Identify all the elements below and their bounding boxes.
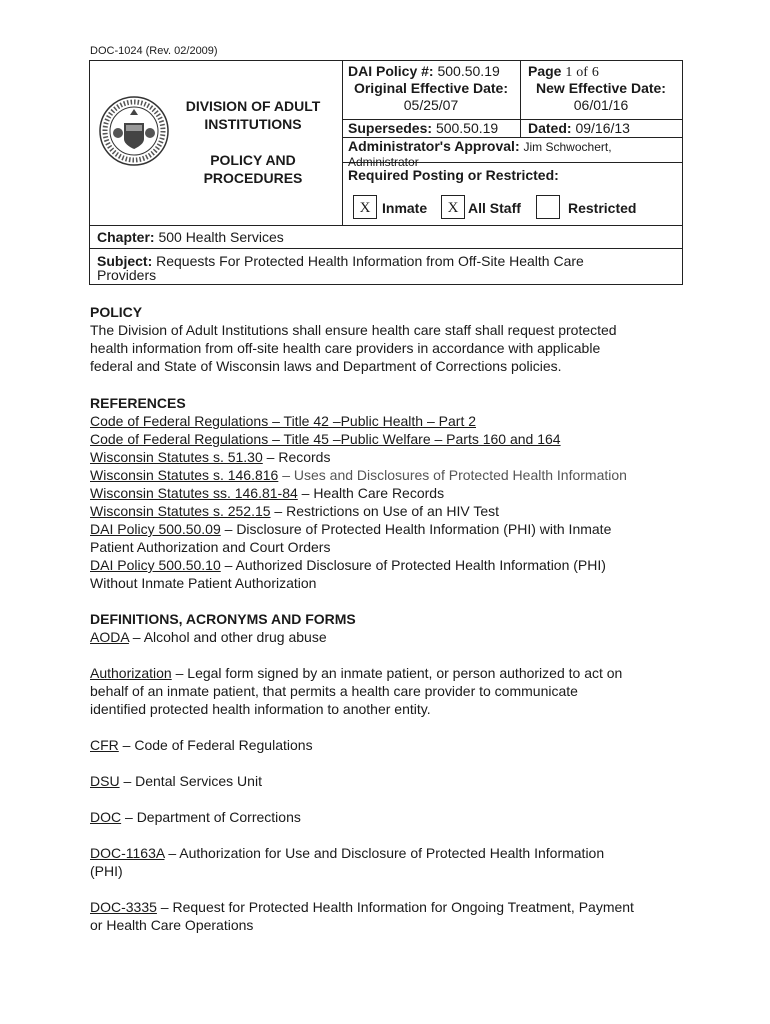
document-type: POLICY AND PROCEDURES: [203, 152, 303, 186]
restricted-checkbox[interactable]: [536, 195, 560, 219]
definition-text: – Department of Corrections: [121, 809, 301, 825]
header-left-panel: [90, 61, 343, 225]
definition-text: – Alcohol and other drug abuse: [128, 629, 327, 645]
page-label: Page: [528, 63, 562, 79]
dated-value: 09/16/13: [575, 120, 630, 136]
definition-authorization: [90, 664, 690, 682]
document-body: [90, 303, 690, 934]
new-effective-date: 06/01/16: [573, 97, 629, 113]
definitions-heading: DEFINITIONS, ACRONYMS AND FORMS: [90, 611, 356, 627]
supersedes-value: 500.50.19: [435, 120, 499, 136]
definition-dsu: [90, 772, 690, 790]
definition-text: – Request for Protected Health Information for Ongoing Treatment, Payment: [156, 899, 634, 915]
policy-text-line: health information from off-site health care providers in accordance with applicable: [90, 340, 601, 356]
reference-link[interactable]: Wisconsin Statutes ss. 146.81-84: [90, 485, 298, 501]
definition-doc1163a: [90, 844, 690, 862]
page-current: 1: [565, 65, 573, 80]
definition-text: identified protected health information to another entity.: [90, 701, 431, 717]
approval-title: Administrator: [348, 155, 419, 169]
definition-text: behalf of an inmate patient, that permits a health care provider to communicate: [90, 683, 578, 699]
reference-text: – Uses and Disclosures of Protected Health Information: [278, 467, 627, 483]
all-staff-checkbox[interactable]: X: [441, 195, 465, 219]
definition-text: – Authorization for Use and Disclosure of Protected Health Information: [164, 845, 605, 861]
reference-text: Patient Authorization and Court Orders: [90, 539, 331, 555]
reference-text: – Records: [262, 449, 331, 465]
definition-term: CFR: [90, 737, 119, 753]
policy-number-label: DAI Policy #:: [348, 63, 434, 79]
definition-term: AODA: [90, 629, 129, 645]
reference-text: Without Inmate Patient Authorization: [90, 575, 317, 591]
reference-text: – Health Care Records: [297, 485, 445, 501]
inmate-option-label: Inmate: [382, 200, 428, 216]
definition-term: Authorization: [90, 665, 172, 681]
reference-link[interactable]: Wisconsin Statutes s. 252.15: [90, 503, 271, 519]
subject-row: [89, 249, 683, 285]
new-effective-label: New Effective Date:: [536, 80, 666, 96]
restricted-option-label: Restricted: [568, 200, 637, 216]
dated-cell: [528, 120, 678, 137]
approval-label: Administrator's Approval:: [348, 138, 520, 154]
chapter-label: Chapter:: [97, 229, 155, 245]
wisconsin-state-seal-icon: [98, 95, 170, 167]
definition-text: or Health Care Operations: [90, 917, 254, 933]
definition-doc3335: [90, 898, 690, 916]
reference-text: – Restrictions on Use of an HIV Test: [270, 503, 500, 519]
policy-number-cell: [348, 63, 518, 80]
approval-cell: [348, 138, 680, 168]
page-total: 6: [591, 65, 599, 80]
policy-heading: POLICY: [90, 304, 143, 320]
original-effective-label: Original Effective Date:: [353, 80, 509, 96]
chapter-row: [89, 224, 683, 249]
subject-label: Subject:: [97, 253, 153, 269]
reference-link[interactable]: DAI Policy 500.50.09: [90, 521, 221, 537]
original-effective-date: 05/25/07: [403, 97, 459, 113]
new-effective-cell: [520, 80, 682, 114]
policy-text-line: federal and State of Wisconsin laws and Department of Corrections policies.: [90, 358, 562, 374]
definition-doc: [90, 808, 690, 826]
definition-text: – Legal form signed by an inmate patient, or person authorized to act on: [171, 665, 623, 681]
supersedes-cell: [348, 120, 518, 137]
reference-text: – Authorized Disclosure of Protected Health Information (PHI): [220, 557, 606, 573]
policy-header-table: [89, 60, 683, 226]
definition-term: DSU: [90, 773, 120, 789]
all-staff-option-label: All Staff: [468, 200, 521, 216]
reference-link[interactable]: Wisconsin Statutes s. 146.816: [90, 467, 279, 483]
definition-text: – Dental Services Unit: [119, 773, 262, 789]
page-count-cell: [528, 63, 678, 81]
division-title: DIVISION OF ADULT INSTITUTIONS: [185, 98, 321, 132]
definition-text: – Code of Federal Regulations: [118, 737, 313, 753]
form-number: DOC-1024 (Rev. 02/2009): [90, 45, 218, 57]
definition-term: DOC-1163A: [90, 845, 165, 861]
definition-term: DOC-3335: [90, 899, 157, 915]
definition-aoda: [90, 628, 690, 646]
original-effective-cell: [342, 80, 520, 114]
subject-value-line2: Providers: [97, 267, 157, 283]
approval-name: Jim Schwochert,: [523, 140, 612, 154]
policy-text-line: The Division of Adult Institutions shall ensure health care staff shall request protected: [90, 322, 617, 338]
reference-link[interactable]: DAI Policy 500.50.10: [90, 557, 221, 573]
policy-number-value: 500.50.19: [437, 63, 500, 79]
subject-value-line1: Requests For Protected Health Information from Off-Site Health Care: [156, 253, 584, 269]
reference-text: – Disclosure of Protected Health Information (PHI) with Inmate: [220, 521, 612, 537]
posting-label: Required Posting or Restricted:: [348, 167, 559, 183]
inmate-checkbox[interactable]: X: [353, 195, 377, 219]
page-of: of: [576, 65, 588, 80]
chapter-value: 500 Health Services: [158, 229, 284, 245]
reference-link[interactable]: Code of Federal Regulations – Title 42 –Public Health – Part 2: [90, 413, 477, 429]
reference-link[interactable]: Code of Federal Regulations – Title 45 –Public Welfare – Parts 160 and 164: [90, 431, 561, 447]
definition-term: DOC: [90, 809, 122, 825]
supersedes-label: Supersedes:: [348, 120, 433, 136]
definition-cfr: [90, 736, 690, 754]
reference-link[interactable]: Wisconsin Statutes s. 51.30: [90, 449, 263, 465]
dated-label: Dated:: [528, 120, 572, 136]
references-heading: REFERENCES: [90, 395, 186, 411]
definition-text: (PHI): [90, 863, 123, 879]
